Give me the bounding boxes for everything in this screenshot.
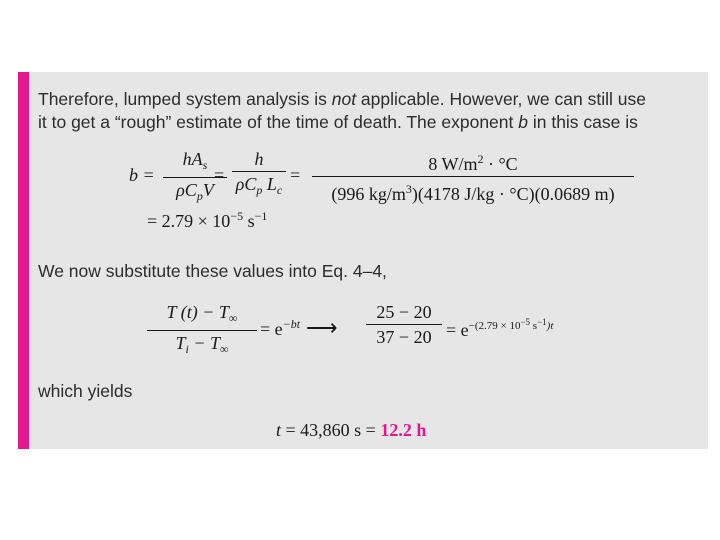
final-answer: 12.2 h — [380, 420, 427, 440]
fraction-numeric: 8 $W/m^2 \cdot ^\circ C$ (996 $kg/m^3)(4178$ J/kg · °C)(0.0689 m) — [312, 149, 634, 204]
equals-sign: = — [290, 165, 301, 185]
fraction-25-20-over-37-20: 25 − 20 37 − 20 — [366, 302, 442, 347]
equals-sign: = — [214, 165, 225, 185]
emphasis-not: not — [331, 89, 357, 109]
variable-b: b — [518, 112, 528, 132]
intro-line-1: Therefore, lumped system analysis is not applicable. However, we can still use — [38, 89, 646, 109]
fraction-temperature-ratio: T $(t) - T_\infty$ $T_i - T_\infty$ — [147, 302, 257, 359]
fraction-h-over-rhoCpLc: h $\rho C_p$ $L_c$ — [232, 149, 286, 200]
yields-line: which yields — [38, 381, 133, 401]
fraction-hAs-over-rhoCpV: $hA_s$ $\rho C_pV$ — [163, 149, 227, 206]
substitute-line: We now substitute these values into Eq. 4–4, — [38, 261, 387, 281]
exp-numeric: = $e^{-(2.79 \times 10^{-5} s^{-1})t}$ — [446, 317, 554, 340]
b-lhs: b = — [129, 165, 155, 185]
b-result: = $2.79 \times 10^{-5}$ $s^{-1}$ — [147, 209, 268, 231]
arrow-icon: ⟶ — [306, 315, 338, 340]
exp-bt: = $e^{-bt}$ — [260, 317, 301, 339]
final-result: t = 43,860 s = 12.2 h — [276, 420, 427, 440]
intro-line-2: it to get a “rough” estimate of the time of death. The exponent b in this case is — [38, 112, 638, 132]
accent-bar — [18, 72, 29, 449]
final-lhs-rest: = 43,860 s = — [281, 420, 381, 440]
